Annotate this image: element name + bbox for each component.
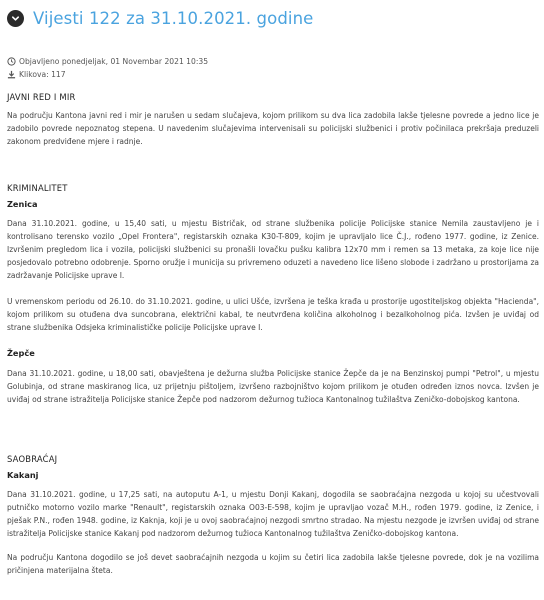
clicks-row xyxy=(7,68,208,81)
paragraph: Dana 31.10.2021. godine, u 15,40 sati, u mjestu Bistričak, od strane službenika policije Policijske stanice Nemila zaustavljeno je i kontrolisano terensko vozilo „Opel Frontera", registarskih oznaka K30-T-809, kojim je upravljalo lice Č.J., rođeno 1977. godine, iz Zenice. Izvršenim pregledom lica i vozila, policijski službenici su pronašli lovačku pušku kalibra 12x70 mm i remen sa 13 metaka, za koje lice nije posjedovalo potrebno odobrenje. Sporno oružje i municija su privremeno oduzeti a navedeno lice lišeno slobode i zadržano u prostorijama za zadržavanje Policijske uprave I. xyxy=(7,219,539,280)
article-title[interactable]: Vijesti 122 za 31.10.2021. godine xyxy=(33,9,314,28)
published-row xyxy=(7,55,208,68)
subheading-zenica: Zenica xyxy=(7,199,38,209)
published-date: Objavljeno ponedjeljak, 01 Novembar 2021 10:35 xyxy=(19,57,209,66)
paragraph: U vremenskom periodu od 26.10. do 31.10.2021. godine, u ulici Ušće, izvršena je teška krađa u prostorije ugostiteljskog objekta "Hacienda", kojom prilikom su otuđena dva suncobrana, električni kabal, te neutvrđena količina alkoholnog i bezalkoholnog pića. Izvšen je uviđaj od strane službenika Odsjeka kriminalističke policije Policijske uprave I. xyxy=(7,297,539,332)
clock-icon xyxy=(7,57,16,66)
paragraph: Dana 31.10.2021. godine, u 18,00 sati, obavještena je dežurna služba Policijske stanice Žepče da je na Benzinskoj pumpi "Petrol", u mjestu Golubinja, od strane maskiranog lica, uz prijetnju pištoljem, izvršeno razbojništvo kojom prilikom je otuđen određen iznos novca. Izvšen je uviđaj od strane istražitelja Policijske stanice Žepče pod nadzorom dežurnog tužioca Kantonalnog tužilaštva Zeničko-dobojskog kantona. xyxy=(7,369,539,404)
subheading-kakanj: Kakanj xyxy=(7,470,39,480)
chevron-down-icon[interactable] xyxy=(7,10,24,27)
paragraph: Na području Kantona dogodilo se još devet saobraćajnih nezgoda u kojim su četiri lica zadobila lakše tjelesne povrede, dok je na vozilima pričinjena materijalna šteta. xyxy=(7,553,539,575)
subheading-zepce: Žepče xyxy=(7,348,35,358)
paragraph: Dana 31.10.2021. godine, u 17,25 sati, na autoputu A-1, u mjestu Donji Kakanj, dogodila se saobraćajna nezgoda u kojoj su učestvovali putničko motorno vozilo marke "Renault", registarskih oznaka O03-E-598, kojim je upravljao vozač M.H., rođen 1979. godine, iz Zenice, i pješak P.N., rođen 1948. godine, iz Kaknja, koji je u ovoj saobraćajnoj nezgodi smrtno stradao. Na mjestu nezgode je izvršen uviđaj od strane istražitelja Policijske stanice Kakanj pod nadzorom dežurnog tužioca Kantonalnog tužilaštva Zeničko-dobojskog kantona. xyxy=(7,490,539,538)
article-header xyxy=(7,9,313,28)
download-icon xyxy=(7,70,16,79)
click-count: Klikova: 117 xyxy=(19,70,66,79)
section-heading-javni-red: JAVNI RED I MIR xyxy=(7,92,76,102)
article-meta xyxy=(7,55,208,81)
section-heading-saobracaj: SAOBRAĆAJ xyxy=(7,454,58,464)
paragraph: Na području Kantona javni red i mir je narušen u sedam slučajeva, kojom prilikom su dva lica zadobila lakše tjelesne povrede a jedno lice je zadobilo povrede nepoznatog stepena. U navedenim slučajevima intervenisali su policijski službenici i protiv počinilaca prekršaja preduzeli zakonom predviđene mjere i radnje. xyxy=(7,111,539,146)
section-heading-kriminalitet: KRIMINALITET xyxy=(7,183,68,193)
